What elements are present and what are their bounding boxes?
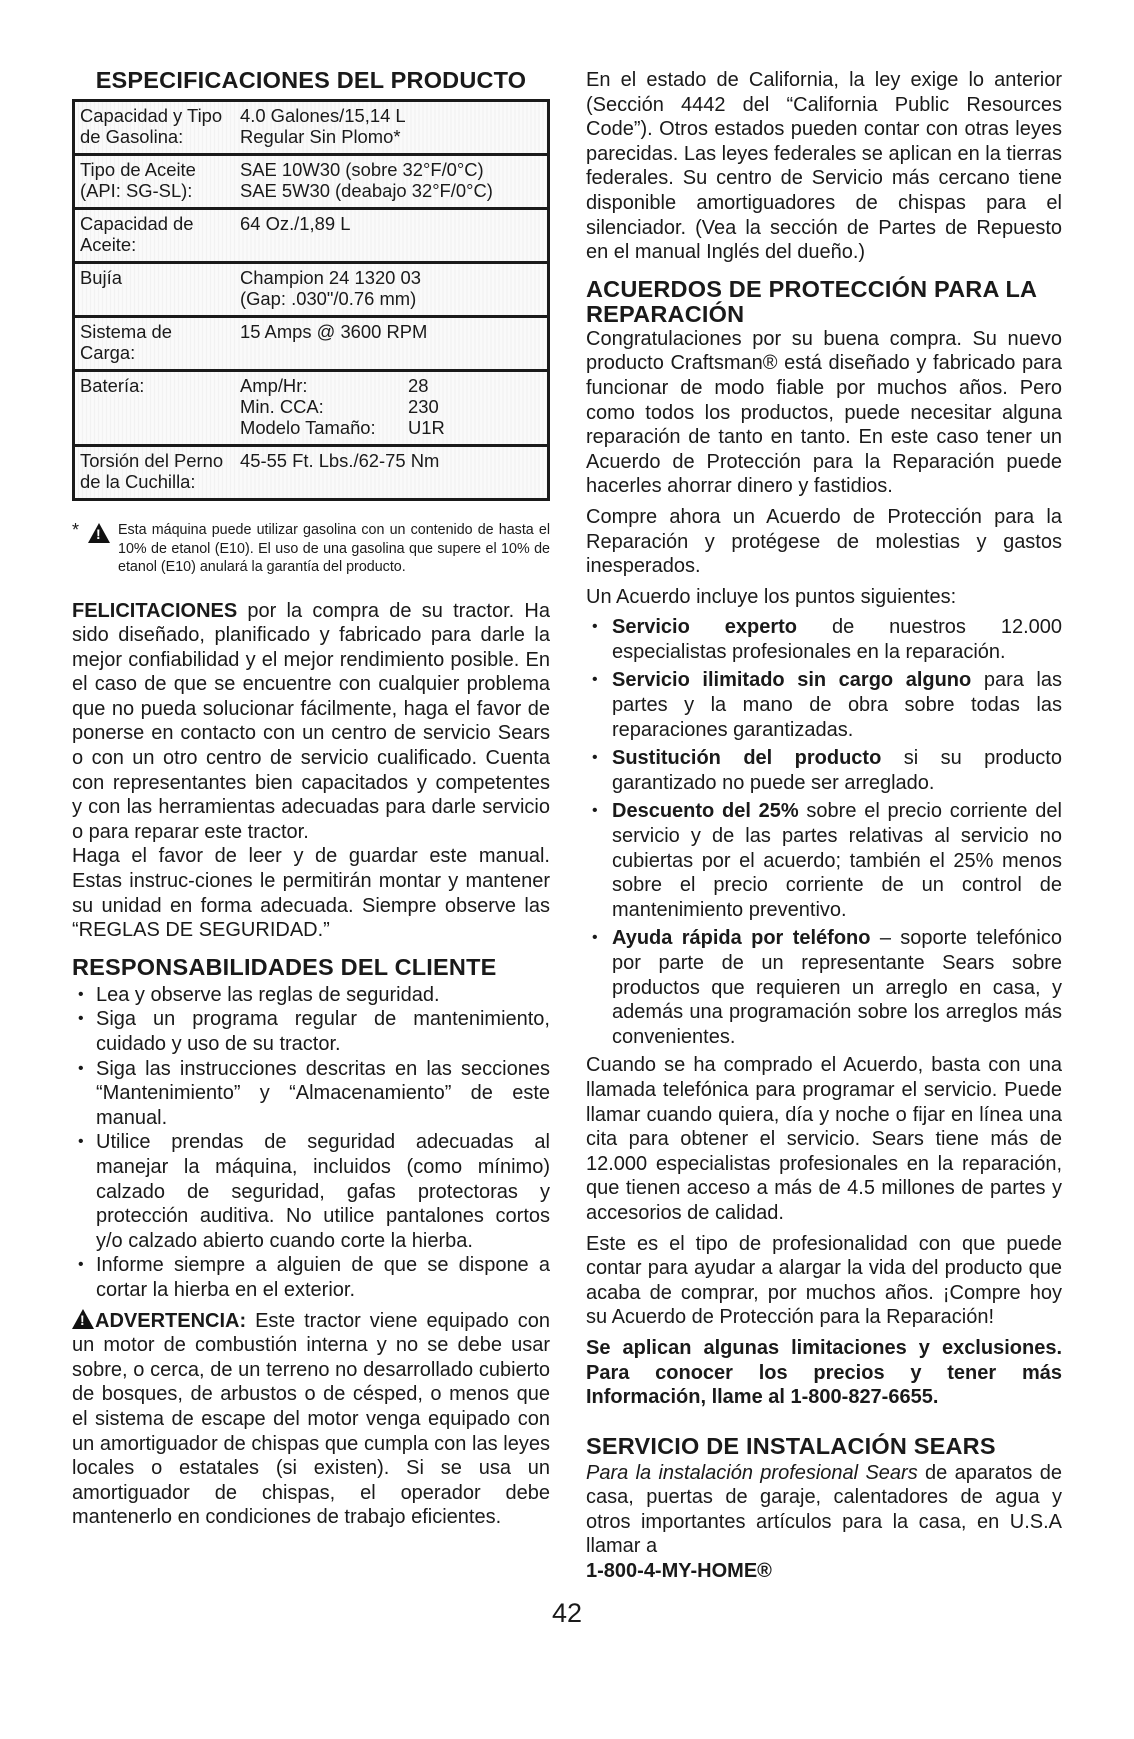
protection-p5: Este es el tipo de profesionalidad con que puede contar para ayudar a alargar la vida del producto que acaba de comprar, por muchos años. ¡Compre hoy su Acuerdo de Protección para la Reparación! — [586, 1232, 1062, 1329]
responsibility-item: • Siga un programa regular de mantenimiento, cuidado y uso de su tractor. — [72, 1007, 550, 1056]
spec-row — [74, 209, 549, 263]
note-asterisk: * — [72, 520, 80, 540]
benefit-list — [586, 615, 1062, 1049]
spec-row — [74, 101, 549, 155]
responsibilities-list — [72, 983, 550, 1303]
spec-label: Capacidad de Aceite: — [74, 209, 237, 263]
benefit-text: – soporte telefónico por parte de un representante Sears sobre productos que requieren un arreglo en casa, y además una programación sobre los arreglos más convenientes. — [612, 927, 1062, 1048]
protection-agreements-title: ACUERDOS DE PROTECCIÓN PARA LA REPARACIÓN — [586, 275, 1037, 327]
warning-icon — [88, 521, 118, 577]
installation-phone: 1-800-4-MY-HOME® — [586, 1560, 772, 1583]
california-paragraph: En el estado de California, la ley exige lo anterior (Sección 4442 del “California Public Resources Code”). Otros estados pueden contar con otras leyes parecidas. Las leyes federales se aplican en la tierras federales. Su centro de Servicio más cercano tiene disponible amortiguadores de chispas para el silenciador. (Vea la sección de Partes de Repuesto en el manual Inglés del dueño.) — [586, 69, 1062, 264]
spec-label: Torsión del Perno de la Cuchilla: — [74, 446, 237, 500]
note-text: Esta máquina puede utilizar gasolina con un contenido de hasta el 10% de etanol (E10). El uso de una gasolina que supere el 10% de etanol (E10) anulará la garantía del producto. — [118, 522, 550, 575]
spec-row — [74, 371, 549, 446]
protection-p3: Un Acuerdo incluye los puntos siguientes: — [586, 585, 957, 608]
benefit-bold: Sustitución del producto — [612, 747, 882, 770]
installation-title: SERVICIO DE INSTALACIÓN SEARS — [586, 1432, 996, 1459]
battery-value: 230 — [408, 396, 439, 417]
spec-label: Tipo de Aceite (API: SG-SL): — [74, 155, 237, 209]
ethanol-note — [72, 521, 550, 577]
installation-text: de aparatos de casa, puertas de garaje, calentadores de agua y otros importantes artículos para la casa, en U.S.A llamar a — [586, 1461, 1062, 1558]
battery-key: Amp/Hr: — [240, 375, 308, 396]
spec-value: 15 Amps @ 3600 RPM — [236, 317, 549, 371]
installation-paragraph — [586, 1461, 1062, 1559]
benefit-bold: Descuento del 25% — [612, 800, 799, 823]
installation-italic: Para la instalación profesional Sears — [586, 1461, 918, 1484]
spec-value — [236, 371, 549, 446]
battery-key: Modelo Tamaño: — [240, 417, 376, 438]
spec-row — [74, 317, 549, 371]
spec-label: Sistema de Carga: — [74, 317, 237, 371]
warning-icon — [72, 1309, 94, 1329]
responsibility-item: • Informe siempre a alguien de que se dispone a cortar la hierba en el exterior. — [72, 1253, 550, 1302]
warning-text: Este tractor viene equipado con un motor de combustión interna y no se debe usar sobre, o cerca, de un terreno no desarrollado cubierto de bosques, de arbustos o de césped, o menos que el sistema de escape del motor venga equipado con un amortiguador de chispas que cumpla con las leyes locales o estatales (si existen). Si se usa un amortiguador de chispas, el operador debe mantenerlo en condiciones de trabajo eficientes. — [72, 1309, 550, 1529]
responsibility-item: • Utilice prendas de seguridad adecuadas al manejar la máquina, incluidos (como mínimo) calzado de seguridad, gafas protectoras y protección auditiva. No utilice pantalones cortos y/o calzado abierto cuando corte la hierba. — [72, 1130, 550, 1253]
left-column — [72, 68, 550, 1530]
benefit-item — [586, 668, 1062, 742]
benefit-text: de nuestros 12.000 especialistas profesionales en la reparación. — [612, 616, 1063, 663]
protection-p4: Cuando se ha comprado el Acuerdo, basta con una llamada telefónica para programar el servicio. Puede llamar cuando quiera, día y noche o fijar en línea una cita para obtener el servicio. Sears tiene más de 12.000 especialistas profesionales en la reparación, que tienen acceso a más de 4.5 millones de partes y accesorios de calidad. — [586, 1054, 1062, 1224]
responsibility-item: • Lea y observe las reglas de seguridad. — [72, 983, 550, 1008]
benefit-item — [586, 926, 1062, 1049]
spec-label: Bujía — [74, 263, 237, 317]
spec-value: 4.0 Galones/15,14 L Regular Sin Plomo* — [236, 101, 549, 155]
benefit-item — [586, 615, 1062, 664]
congrats-paragraph — [72, 599, 550, 845]
spec-table — [72, 99, 550, 501]
congrats-bold: FELICITACIONES — [72, 599, 238, 622]
benefit-item — [586, 746, 1062, 795]
protection-contact: Se aplican algunas limitaciones y exclusiones. Para conocer los precios y tener más Información, llame al 1-800-827-6655. — [586, 1336, 1062, 1409]
responsibility-item: • Siga las instrucciones descritas en las secciones “Mantenimiento” y “Almacenamiento” de este manual. — [72, 1057, 550, 1131]
benefit-item — [586, 799, 1062, 922]
congrats-text: por la compra de su tractor. Ha sido diseñado, planificado y fabricado para darle la mejor confiabilidad y el mejor rendimiento posible. En el caso de que se encuentre con cualquier problema que no pueda solucionar fácilmente, haga el favor de ponerse en contacto con un centro de servicio Sears o con un otro centro de servicio cualificado. Cuenta con representantes bien capacitados y competentes y con las herramientas adecuadas para darle servicio o para reparar este tractor. — [72, 599, 550, 843]
protection-p1: Congratulaciones por su buena compra. Su nuevo producto Craftsman® está diseñado y fabricado para funcionar de modo fiable por muchos años. Pero como todos los productos, puede necesitar alguna reparación de tanto en tanto. En este caso tener un Acuerdo de Protección para la Reparación puede hacerles ahorrar dinero y fastidios. — [586, 327, 1062, 498]
benefit-bold: Servicio ilimitado sin cargo alguno — [612, 669, 972, 692]
battery-value: 28 — [408, 375, 429, 396]
benefit-text: si su producto garantizado no puede ser arreglado. — [612, 747, 1062, 794]
protection-p2: Compre ahora un Acuerdo de Protección para la Reparación y protégese de molestias y gastos inesperados. — [586, 505, 1062, 578]
warning-paragraph — [72, 1309, 550, 1530]
battery-key: Min. CCA: — [240, 396, 324, 417]
spec-value: 45-55 Ft. Lbs./62-75 Nm — [236, 446, 549, 500]
spec-label: Batería: — [74, 371, 237, 446]
spec-row — [74, 263, 549, 317]
warning-label: ADVERTENCIA: — [95, 1309, 247, 1332]
spec-row — [74, 446, 549, 500]
right-column — [586, 68, 1062, 1584]
spec-value: SAE 10W30 (sobre 32°F/0°C) SAE 5W30 (deabajo 32°F/0°C) — [236, 155, 549, 209]
battery-value: U1R — [408, 417, 445, 438]
responsibilities-title: RESPONSABILIDADES DEL CLIENTE — [72, 953, 497, 980]
spec-value: 64 Oz./1,89 L — [236, 209, 549, 263]
spec-title: ESPECIFICACIONES DEL PRODUCTO — [95, 67, 527, 93]
page-number: 42 — [551, 1598, 583, 1628]
benefit-bold: Servicio experto — [612, 616, 798, 639]
benefit-text: sobre el precio corriente del servicio y de las partes relativas al servicio no cubiertas por el acuerdo; también el 25% menos sobre el precio corriente de un control de mantenimiento preventivo. — [612, 800, 1062, 921]
spec-label: Capacidad y Tipo de Gasolina: — [74, 101, 237, 155]
spec-row — [74, 155, 549, 209]
spec-value: Champion 24 1320 03 (Gap: .030"/0.76 mm) — [236, 263, 549, 317]
benefit-text: para las partes y la mano de obra sobre todas las reparaciones garantizadas. — [612, 669, 1062, 741]
manual-paragraph: Haga el favor de leer y de guardar este manual. Estas instruc-ciones le permitirán montar y mantener su unidad en forma adecuada. Siempre observe las “REGLAS DE SEGURIDAD.” — [72, 845, 550, 942]
benefit-bold: Ayuda rápida por teléfono — [612, 927, 871, 950]
